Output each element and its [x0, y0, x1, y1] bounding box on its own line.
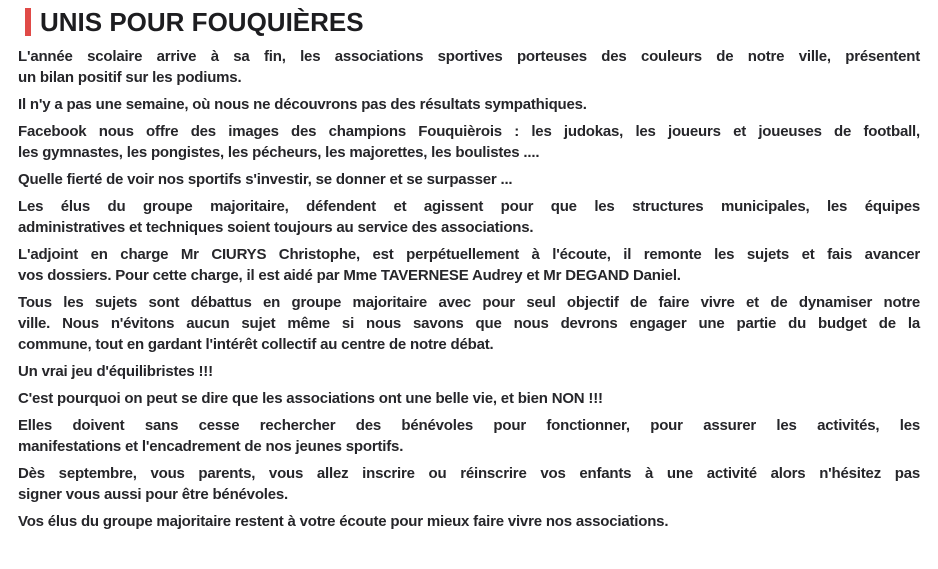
- paragraph: [18, 292, 920, 355]
- article-title: UNIS POUR FOUQUIÈRES: [40, 7, 364, 37]
- paragraph-line: Un vrai jeu d'équilibristes !!!: [18, 363, 213, 380]
- paragraph: [18, 361, 920, 382]
- paragraph-line: administratives et techniques soient toujours au service des associations.: [18, 219, 534, 236]
- paragraph-line: Dès septembre, vous parents, vous allez inscrire ou réinscrire vos enfants à une activité alors n'hésitez pas: [18, 465, 920, 482]
- paragraph-line: Quelle fierté de voir nos sportifs s'investir, se donner et se surpasser ...: [18, 171, 513, 188]
- paragraph: [18, 415, 920, 457]
- paragraph-line: Les élus du groupe majoritaire, défendent et agissent pour que les structures municipales, les équipes: [18, 198, 920, 215]
- paragraph: [18, 169, 920, 190]
- paragraph-line: manifestations et l'encadrement de nos jeunes sportifs.: [18, 438, 404, 455]
- paragraph-line: un bilan positif sur les podiums.: [18, 69, 242, 86]
- paragraph-line: L'adjoint en charge Mr CIURYS Christophe, est perpétuellement à l'écoute, il remonte les sujets et fais avancer: [18, 246, 920, 263]
- paragraph: [18, 121, 920, 163]
- paragraph-line: L'année scolaire arrive à sa fin, les associations sportives porteuses des couleurs de notre ville, présentent: [18, 48, 920, 65]
- paragraph-line: Vos élus du groupe majoritaire restent à votre écoute pour mieux faire vivre nos associations.: [18, 513, 669, 530]
- paragraph: [18, 196, 920, 238]
- paragraph-line: commune, tout en gardant l'intérêt collectif au centre de notre débat.: [18, 336, 494, 353]
- paragraph-line: Tous les sujets sont débattus en groupe majoritaire avec pour seul objectif de faire vivre et de dynamiser notre: [18, 294, 920, 311]
- paragraph-line: Elles doivent sans cesse rechercher des bénévoles pour fonctionner, pour assurer les activités, les: [18, 417, 920, 434]
- article-body: [18, 46, 920, 532]
- paragraph-line: signer vous aussi pour être bénévoles.: [18, 486, 288, 503]
- paragraph: [18, 46, 920, 88]
- paragraph: [18, 388, 920, 409]
- title-accent-bar-icon: [25, 8, 31, 36]
- paragraph: [18, 94, 920, 115]
- paragraph-line: les gymnastes, les pongistes, les pécheurs, les majorettes, les boulistes ....: [18, 144, 540, 161]
- paragraph-line: C'est pourquoi on peut se dire que les associations ont une belle vie, et bien NON !!!: [18, 390, 603, 407]
- article-header: [18, 6, 920, 38]
- paragraph-line: Facebook nous offre des images des champions Fouquièrois : les judokas, les joueurs et joueuses de football,: [18, 123, 920, 140]
- paragraph: [18, 463, 920, 505]
- paragraph-line: Il n'y a pas une semaine, où nous ne découvrons pas des résultats sympathiques.: [18, 96, 587, 113]
- paragraph-line: ville. Nous n'évitons aucun sujet même si nous savons que nous devrons engager une partie du budget de la: [18, 315, 920, 332]
- paragraph-line: vos dossiers. Pour cette charge, il est aidé par Mme TAVERNESE Audrey et Mr DEGAND Daniel.: [18, 267, 681, 284]
- paragraph: [18, 244, 920, 286]
- paragraph: [18, 511, 920, 532]
